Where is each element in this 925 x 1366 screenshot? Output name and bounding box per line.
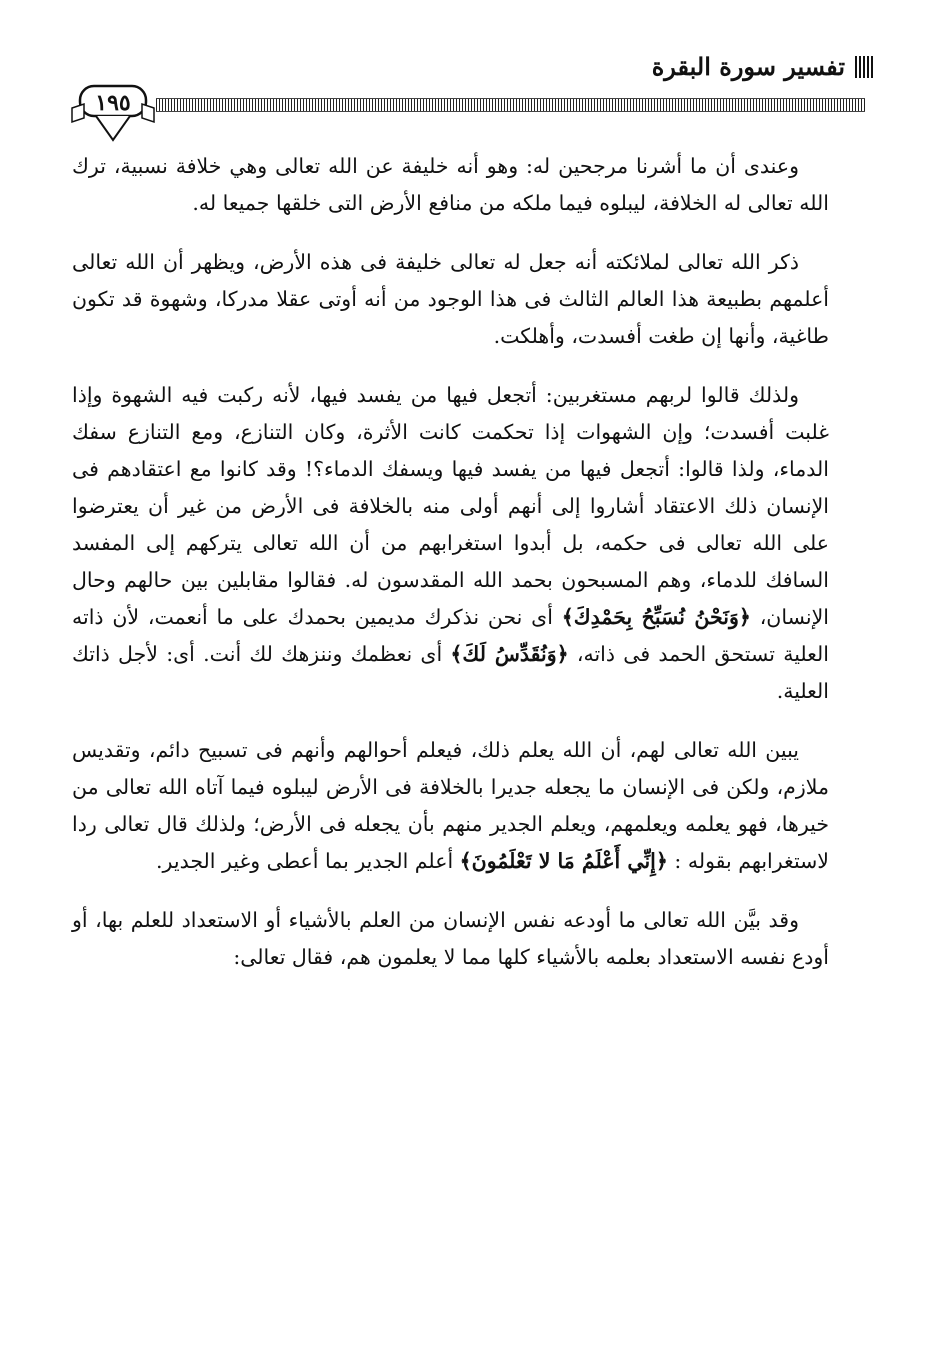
- paragraph-text: أى نحن نذكرك مديمين بحمدك على ما أنعمت، لأن ذاته العلية تستحق الحمد فى ذاته،: [72, 605, 829, 666]
- paragraph: [72, 244, 829, 355]
- paragraph-text: وقد بيَّن الله تعالى ما أودعه نفس الإنسان من العلم بالأشياء أو الاستعداد للعلم بها، أو أودع نفسه الاستعداد بعلمه بالأشياء كلها مما لا يعلمون هم، فقال تعالى:: [72, 908, 829, 969]
- header-rule: [156, 98, 865, 112]
- page-number: ١٩٥: [95, 90, 131, 116]
- paragraph-text: يبين الله تعالى لهم، أن الله يعلم ذلك، فيعلم أحوالهم وأنهم فى تسبيح دائم، وتقديس ملازم، ولكن فى الإنسان ما يجعله جديرا بالخلافة فى الأرض ليبلوه فيما آتاه الله تعالى من خيرها، فهو يعلمه ويعلمهم، ويعلم الجدير منهم بأن يجعله فى الأرض؛ ولذلك قال تعالى ردا لاستغرابهم بقوله :: [72, 738, 829, 873]
- paragraph-text: أى نعظمك وننزهك لك أنت. أى: لأجل ذاتك العلية.: [72, 642, 829, 703]
- quran-verse: ﴿وَنَحْنُ نُسَبِّحُ بِحَمْدِكَ﴾: [561, 605, 751, 629]
- paragraph: [72, 148, 829, 222]
- header-ornament-icon: [855, 56, 873, 78]
- paragraph-text: ولذلك قالوا لربهم مستغربين: أتجعل فيها من يفسد فيها، لأنه ركبت فيه الشهوة وإذا غلبت أفسدت؛ وإن الشهوات إذا تحكمت كانت الأثرة، وكان التنازع، ومع التنازع سفك الدماء، ولذا قالوا: أتجعل فيها من يفسد فيها ويسفك الدماء؟! وقد كانوا مع اعتقادهم فى الإنسان ذلك الاعتقاد أشاروا إلى أنهم أولى منه بالخلافة فى الأرض من غير أن يعترضوا على الله تعالى فى حكمه، بل أبدوا استغرابهم من أن الله تعالى يتركهم إلى المفسد السافك للدماء، وهم المسبحون بحمد الله المقدسون له. فقالوا مقابلين بين حالهم وحال الإنسان،: [72, 383, 829, 629]
- paragraph: [72, 732, 829, 880]
- quran-verse: ﴿إِنِّي أَعْلَمُ مَا لا تَعْلَمُونَ﴾: [459, 849, 668, 873]
- running-title: تفسير سورة البقرة: [651, 52, 845, 81]
- body-text: [72, 148, 829, 998]
- paragraph-text: ذكر الله تعالى لملائكته أنه جعل له تعالى خليفة فى هذه الأرض، ويظهر أن الله تعالى أعلمهم بطبيعة هذا العالم الثالث فى هذا الوجود من أنه أوتى عقلا مدركا، وشهوة قد تكون طاغية، وأنها إن طغت أفسدت، وأهلكت.: [72, 250, 829, 348]
- quran-verse: ﴿وَنُقَدِّسُ لَكَ﴾: [450, 642, 569, 666]
- paragraph: [72, 377, 829, 710]
- page-header: [60, 40, 865, 140]
- paragraph-text: أعلم الجدير بما أعطى وغير الجدير.: [156, 849, 460, 873]
- paragraph: [72, 902, 829, 976]
- paragraph-text: وعندى أن ما أشرنا مرجحين له: وهو أنه خليفة عن الله تعالى وهي خلافة نسبية، ترك الله تعالى له الخلافة، ليبلوه فيما ملكه من منافع الأرض التى خلقها جميعا له.: [72, 154, 829, 215]
- page-number-badge: [68, 78, 158, 144]
